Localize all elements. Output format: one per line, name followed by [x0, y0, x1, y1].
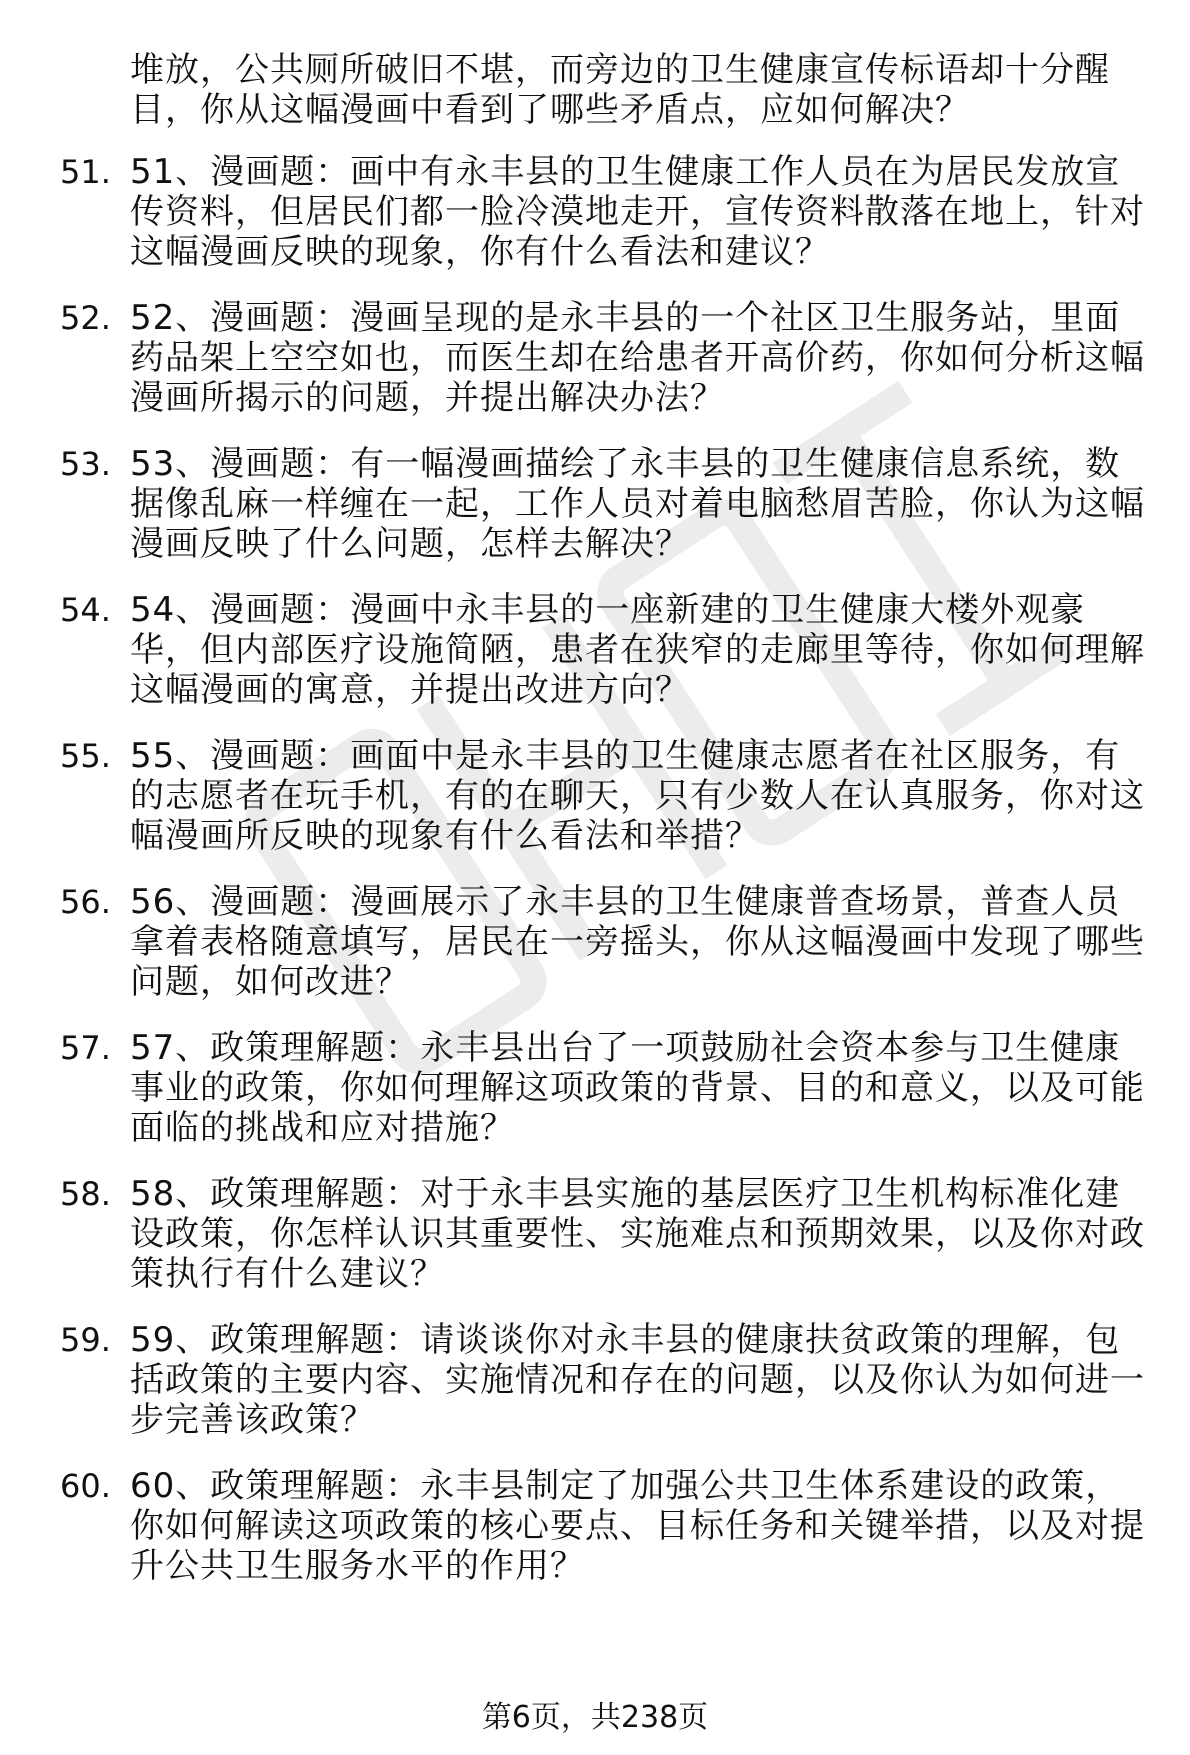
question-number: 54.	[60, 591, 111, 629]
question-text: 58、政策理解题：对于永丰县实施的基层医疗卫生机构标准化建设政策，你怎样认识其重要性、实施难点和预期效果，以及你对政策执行有什么建议？	[130, 1174, 1145, 1294]
intro-paragraph: 堆放，公共厕所破旧不堪，而旁边的卫生健康宣传标语却十分醒目，你从这幅漫画中看到了哪些矛盾点，应如何解决？	[130, 50, 1110, 130]
question-number: 57.	[60, 1029, 111, 1067]
list-item	[60, 1174, 1150, 1294]
question-number: 60.	[60, 1467, 111, 1505]
question-text: 55、漫画题：画面中是永丰县的卫生健康志愿者在社区服务，有的志愿者在玩手机，有的在聊天，只有少数人在认真服务，你对这幅漫画所反映的现象有什么看法和举措？	[130, 736, 1145, 856]
question-number: 55.	[60, 737, 111, 775]
question-text: 54、漫画题：漫画中永丰县的一座新建的卫生健康大楼外观豪华，但内部医疗设施简陋，患者在狭窄的走廊里等待，你如何理解这幅漫画的寓意，并提出改进方向？	[130, 590, 1145, 710]
list-item	[60, 882, 1150, 1002]
question-text: 52、漫画题：漫画呈现的是永丰县的一个社区卫生服务站，里面药品架上空空如也，而医生却在给患者开高价药，你如何分析这幅漫画所揭示的问题，并提出解决办法？	[130, 298, 1145, 418]
question-number: 53.	[60, 445, 111, 483]
question-number: 56.	[60, 883, 111, 921]
question-text: 53、漫画题：有一幅漫画描绘了永丰县的卫生健康信息系统，数据像乱麻一样缠在一起，工作人员对着电脑愁眉苦脸，你认为这幅漫画反映了什么问题，怎样去解决？	[130, 444, 1145, 564]
page-footer: 第6页，共238页	[481, 1700, 709, 1735]
question-text: 59、政策理解题：请谈谈你对永丰县的健康扶贫政策的理解，包括政策的主要内容、实施情况和存在的问题，以及你认为如何进一步完善该政策？	[130, 1320, 1145, 1440]
question-text: 51、漫画题：画中有永丰县的卫生健康工作人员在为居民发放宣传资料，但居民们都一脸冷漠地走开，宣传资料散落在地上，针对这幅漫画反映的现象，你有什么看法和建议？	[130, 152, 1145, 272]
list-item	[60, 736, 1150, 856]
list-item	[60, 1466, 1150, 1586]
list-item	[60, 444, 1150, 564]
question-list	[60, 50, 1150, 1612]
question-text: 57、政策理解题：永丰县出台了一项鼓励社会资本参与卫生健康事业的政策，你如何理解这项政策的背景、目的和意义，以及可能面临的挑战和应对措施？	[130, 1028, 1145, 1148]
question-number: 52.	[60, 299, 111, 337]
list-item	[60, 298, 1150, 418]
list-item	[60, 1320, 1150, 1440]
list-item	[60, 590, 1150, 710]
list-item	[60, 152, 1150, 272]
question-text: 56、漫画题：漫画展示了永丰县的卫生健康普查场景，普查人员拿着表格随意填写，居民在一旁摇头，你从这幅漫画中发现了哪些问题，如何改进？	[130, 882, 1145, 1002]
question-text: 60、政策理解题：永丰县制定了加强公共卫生体系建设的政策，你如何解读这项政策的核心要点、目标任务和关键举措，以及对提升公共卫生服务水平的作用？	[130, 1466, 1145, 1586]
question-number: 51.	[60, 153, 111, 191]
question-number: 59.	[60, 1321, 111, 1359]
question-number: 58.	[60, 1175, 111, 1213]
list-item	[60, 1028, 1150, 1148]
